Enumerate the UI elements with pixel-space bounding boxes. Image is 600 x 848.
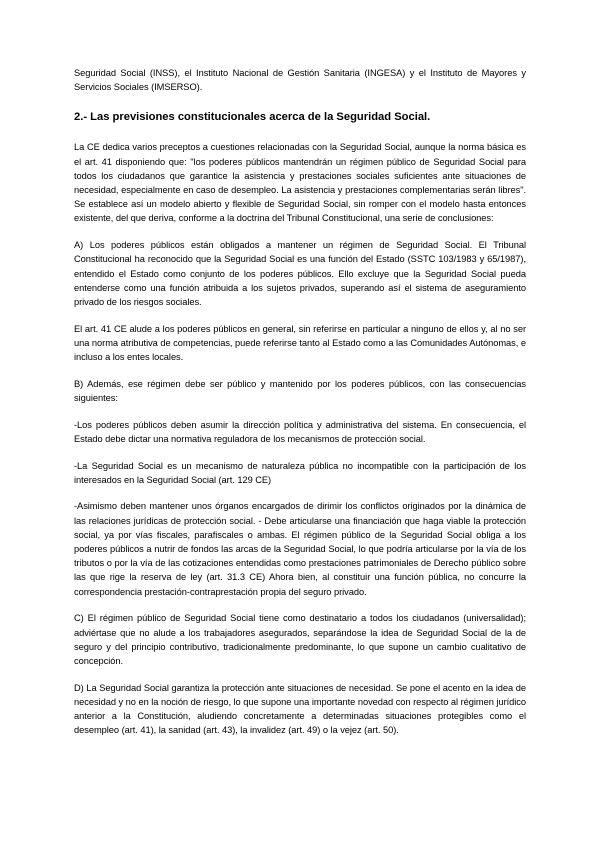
paragraph-art-41-public-powers: El art. 41 CE alude a los poderes públicos en general, sin referirse en particular a ninguno de ellos y, al no ser una norma atributiva de competencias, puede referirse tanto al Estado como a las Comunidades Autónomas, e incluso a los entes locales.: [74, 323, 526, 363]
paragraph-point-b: B) Además, ese régimen debe ser público y mantenido por los poderes públicos, con las consecuencias siguientes:: [74, 378, 526, 403]
paragraph-bullet-direction: -Los poderes públicos deben asumir la dirección política y administrativa del sistema. En consecuencia, el Estado debe dictar una normativa reguladora de los mecanismos de protección social.: [74, 419, 526, 444]
paragraph-bullet-financing: -Asimismo deben mantener unos órganos encargados de dirimir los conflictos originados por la dinámica de las relaciones jurídicas de protección social. - Debe articularse una financiación que haga viable la protección social, ya por vías fiscales, parafiscales o ambas. El régimen público de la Seguridad Social obliga a los poderes públicos a nutrir de fondos las arcas de la Seguridad Social, lo que podría articularse por la vía de los tributos o por la vía de las cotizaciones entendidas como prestaciones patrimoniales de Derecho público sobre las que rige la reserva de ley (art. 31.3 CE) Ahora bien, al constituir una función pública, no concurre la correspondencia prestación-contraprestación propia del seguro privado.: [74, 501, 526, 597]
intro-continuation-paragraph: Seguridad Social (INSS), el Instituto Nacional de Gestión Sanitaria (INGESA) y el Instituto de Mayores y Servicios Sociales (IMSERSO).: [74, 68, 526, 93]
paragraph-point-d: D) La Seguridad Social garantiza la protección ante situaciones de necesidad. Se pone el acento en la idea de necesidad y no en la noción de riesgo, lo que supone una importante novedad con respecto al régimen jurídico anterior a la Constitución, aludiendo concretamente a determinadas situaciones protegibles como el desempleo (art. 41), la sanidad (art. 43), la invalidez (art. 49) o la vejez (art. 50).: [74, 682, 526, 736]
paragraph-point-c: C) El régimen público de Seguridad Social tiene como destinatario a todos los ciudadanos (universalidad); adviértase que no alude a los trabajadores asegurados, separándose la idea de Seguridad Social de la de seguro y del principio contributivo, tradicionalmente predominante, lo que supone un cambio cualitativo de concepción.: [74, 613, 526, 666]
paragraph-point-a: A) Los poderes públicos están obligados a mantener un régimen de Seguridad Social. El Tribunal Constitucional ha reconocido que la Seguridad Social es una función del Estado (SSTC 103/1983 y 65/1987), entendido el Estado como conjunto de los poderes públicos. Ello excluye que la Seguridad Social pueda entenderse como una función atribuida a los sujetos privados, superando así el sistema de aseguramiento privado de los riesgos sociales.: [74, 240, 526, 307]
paragraph-bullet-participation: -La Seguridad Social es un mecanismo de naturaleza pública no incompatible con la participación de los interesados en la Seguridad Social (art. 129 CE): [74, 460, 526, 485]
section-heading: 2.- Las previsiones constitucionales acerca de la Seguridad Social.: [74, 111, 431, 124]
paragraph-art-41-intro: La CE dedica varios preceptos a cuestiones relacionadas con la Seguridad Social, aunque la norma básica es el art. 41 disponiendo que: "los poderes públicos mantendrán un régimen público de Seguridad Social para todos los ciudadanos que garantice la asistencia y prestaciones sociales suficientes ante situaciones de necesidad, especialmente en caso de desempleo. La asistencia y prestaciones complementarias serán libres". Se establece así un modelo abierto y flexible de Seguridad Social, sin romper con el modelo hasta entonces existente, del que deriva, conforme a la doctrina del Tribunal Constitucional, una serie de conclusiones:: [74, 142, 526, 224]
document-page: [74, 66, 526, 750]
